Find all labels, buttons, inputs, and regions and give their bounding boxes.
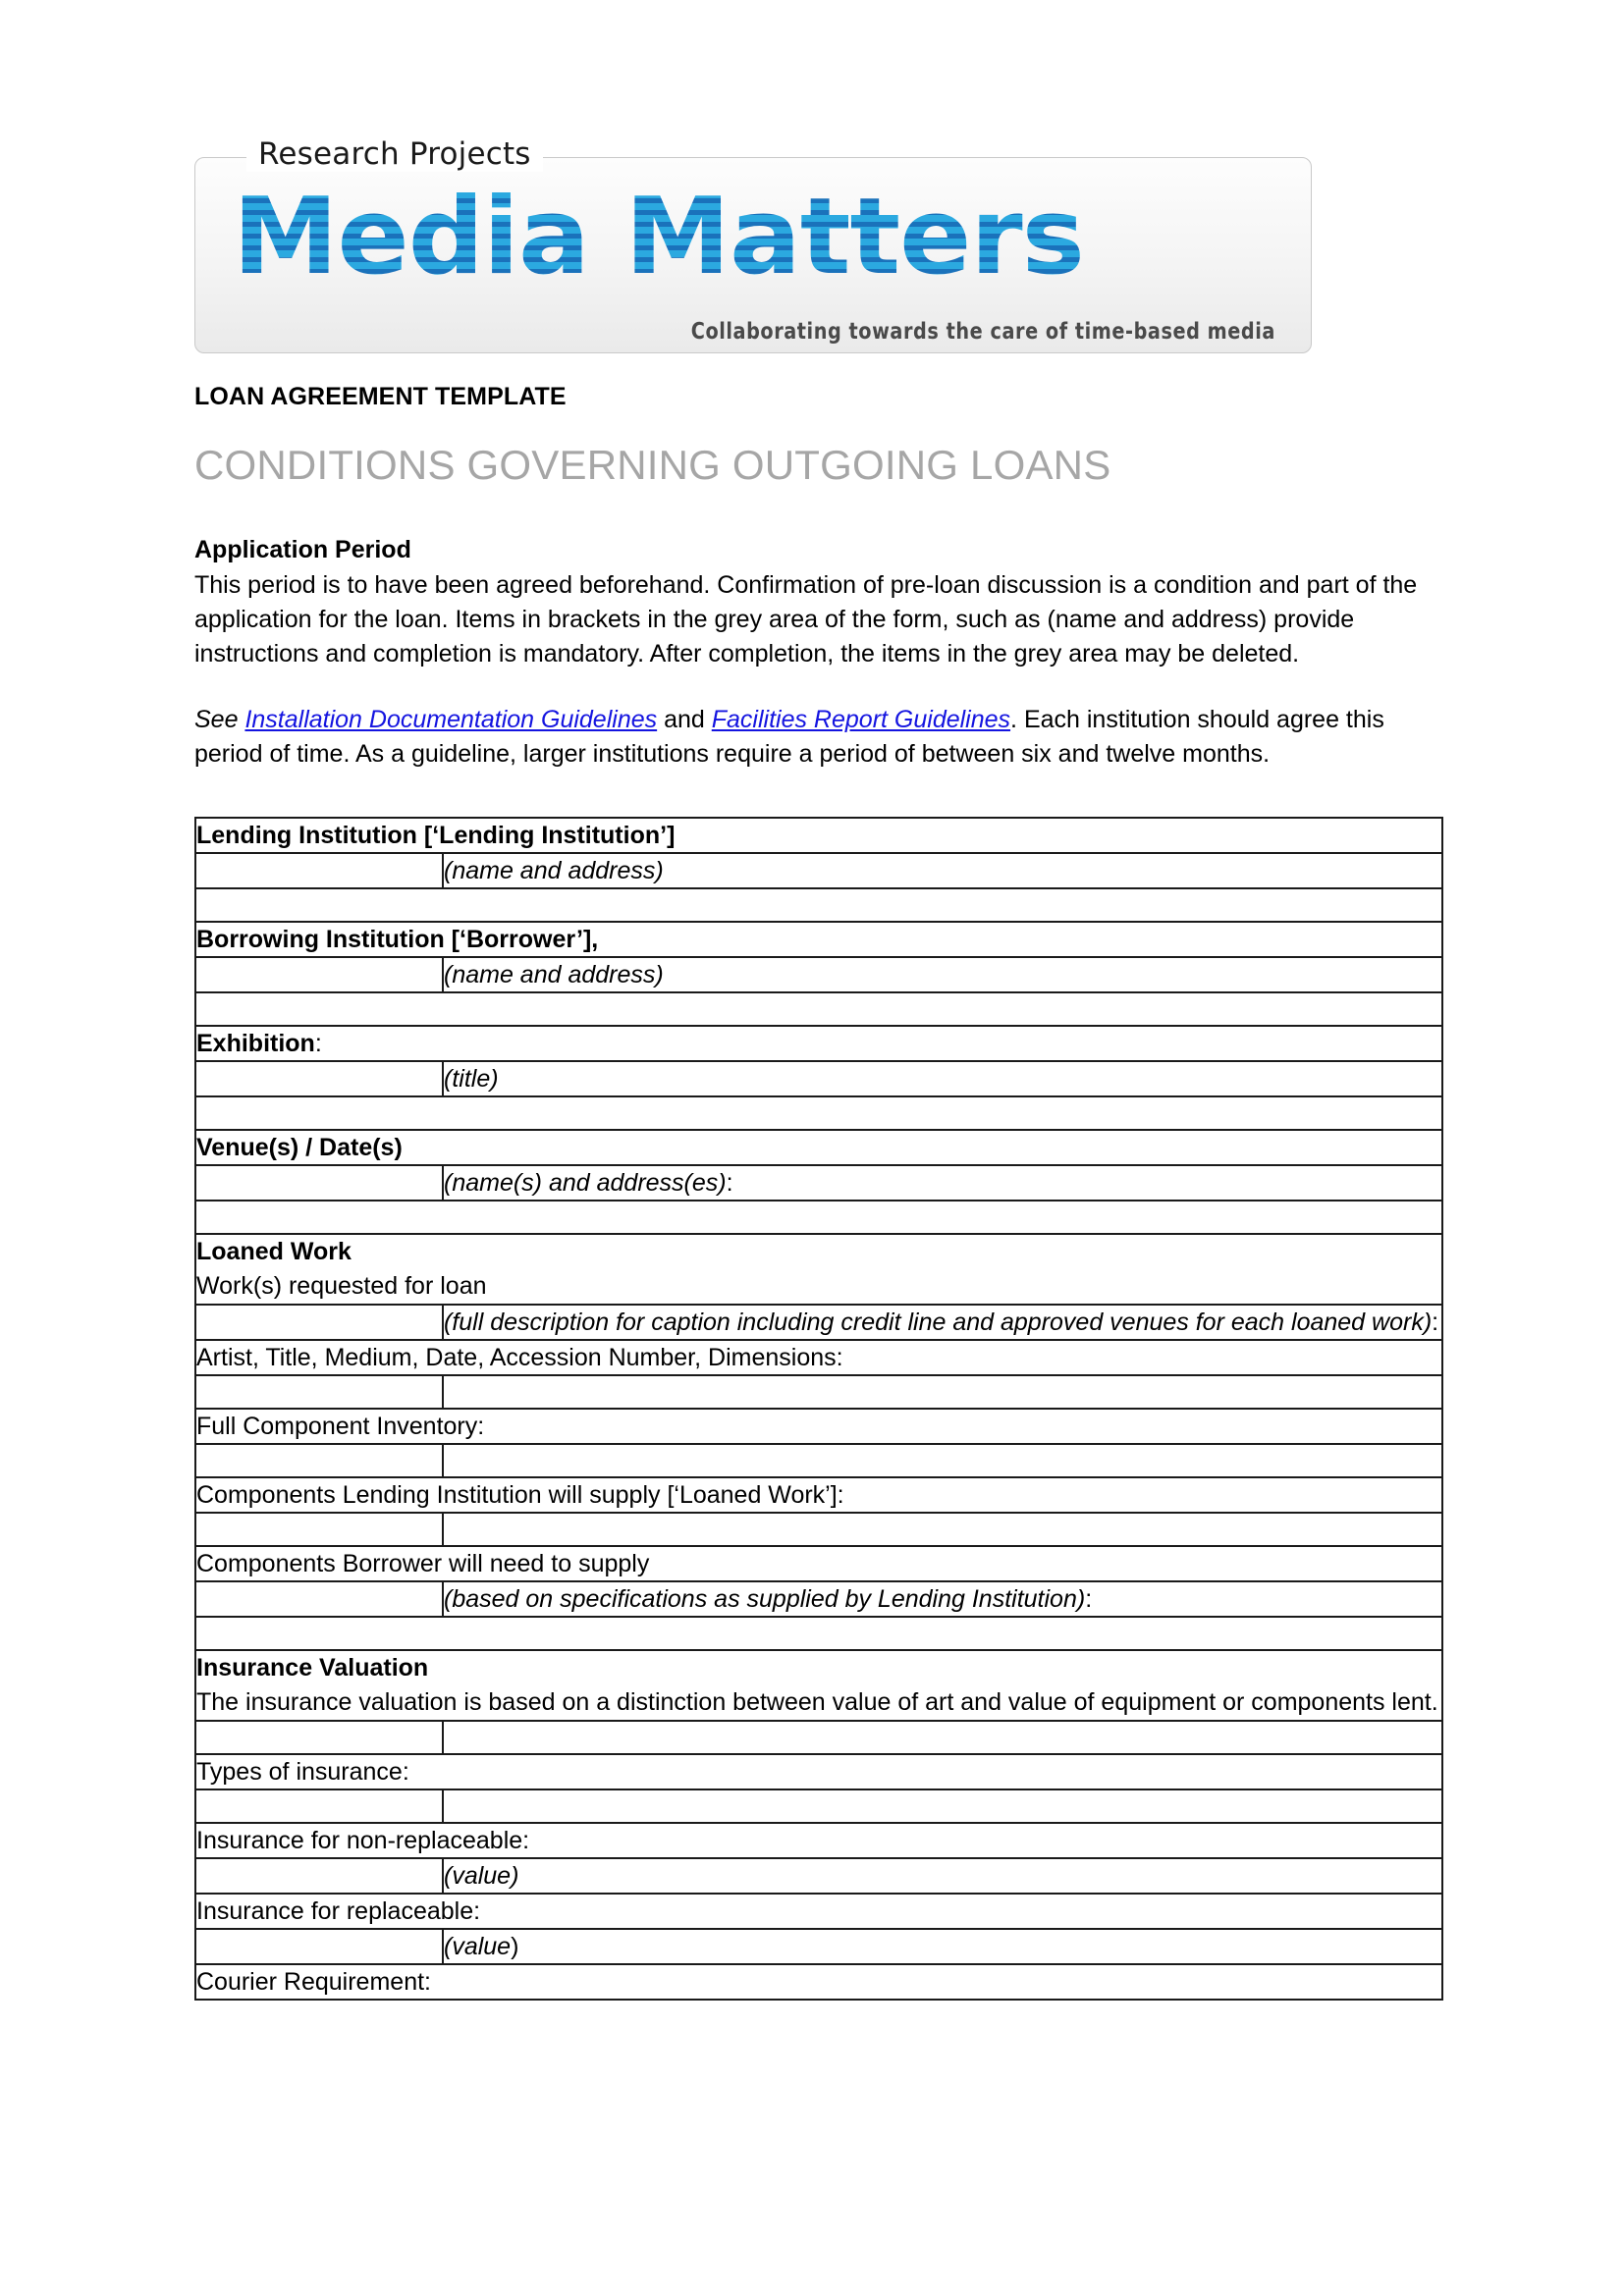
table-row xyxy=(195,1444,1442,1477)
table-spacer-row xyxy=(195,1096,1442,1130)
table-row xyxy=(195,1754,1442,1789)
field-label-components-lending-supplies: Components Lending Institution will supply [‘Loaned Work’]: xyxy=(195,1477,1442,1513)
field-label-borrowing-institution: Borrowing Institution [‘Borrower’], xyxy=(195,922,1442,957)
placeholder-italic: (value xyxy=(444,1933,512,1960)
placeholder-colon: : xyxy=(1085,1585,1093,1613)
spacer-cell xyxy=(195,992,1442,1026)
see-guidelines-paragraph xyxy=(194,703,1449,772)
link-join-text: and xyxy=(657,706,712,733)
table-row xyxy=(195,1964,1442,2000)
field-input-insurance-non-replaceable[interactable]: (value) xyxy=(443,1858,1442,1894)
see-prefix: See xyxy=(194,706,245,733)
spacer-cell xyxy=(195,1617,1442,1650)
placeholder-italic: (based on specifications as supplied by Lending Institution) xyxy=(444,1585,1086,1613)
field-input-insurance-valuation[interactable] xyxy=(443,1721,1442,1754)
table-row xyxy=(195,1477,1442,1513)
field-input-venues-dates[interactable] xyxy=(443,1165,1442,1201)
field-blank-cell[interactable] xyxy=(195,1581,443,1617)
field-label-venues-dates: Venue(s) / Date(s) xyxy=(195,1130,1442,1165)
field-blank-cell[interactable] xyxy=(195,1061,443,1096)
field-input-lending-institution[interactable]: (name and address) xyxy=(443,853,1442,888)
field-label-types-of-insurance: Types of insurance: xyxy=(195,1754,1442,1789)
field-blank-cell[interactable] xyxy=(195,853,443,888)
field-label-insurance-valuation-heading: Insurance Valuation xyxy=(196,1654,429,1682)
field-blank-cell[interactable] xyxy=(195,1513,443,1546)
loan-agreement-form-table xyxy=(194,817,1443,2001)
table-row xyxy=(195,1375,1442,1409)
logo-legend-research-projects: Research Projects xyxy=(246,136,543,172)
logo-wordmark-media-matters: Media Matters xyxy=(233,176,1084,298)
spacer-cell xyxy=(195,1201,1442,1234)
field-input-components-borrower-supplies[interactable] xyxy=(443,1581,1442,1617)
intro-section xyxy=(194,533,1449,772)
logo-tagline: Collaborating towards the care of time-based media xyxy=(690,319,1275,345)
table-row xyxy=(195,853,1442,888)
table-row xyxy=(195,1234,1442,1305)
field-blank-cell[interactable] xyxy=(195,1858,443,1894)
table-row xyxy=(195,818,1442,853)
field-input-loaned-work-description[interactable] xyxy=(443,1305,1442,1340)
page-title: CONDITIONS GOVERNING OUTGOING LOANS xyxy=(194,442,1111,488)
table-row xyxy=(195,1650,1442,1721)
field-input-full-component-inventory[interactable] xyxy=(443,1444,1442,1477)
field-blank-cell[interactable] xyxy=(195,1165,443,1201)
field-label-exhibition xyxy=(195,1026,1442,1061)
table-spacer-row xyxy=(195,888,1442,922)
field-label-insurance-replaceable: Insurance for replaceable: xyxy=(195,1894,1442,1929)
field-label-insurance-non-replaceable: Insurance for non-replaceable: xyxy=(195,1823,1442,1858)
table-row xyxy=(195,1026,1442,1061)
field-label-components-borrower-supplies: Components Borrower will need to supply xyxy=(195,1546,1442,1581)
table-row xyxy=(195,1858,1442,1894)
table-row xyxy=(195,1929,1442,1964)
field-input-insurance-replaceable[interactable] xyxy=(443,1929,1442,1964)
media-matters-logo-banner xyxy=(194,136,1312,353)
field-input-artist-title-medium[interactable] xyxy=(443,1375,1442,1409)
spacer-cell xyxy=(195,888,1442,922)
placeholder-colon: : xyxy=(726,1169,733,1197)
field-label-courier-requirement: Courier Requirement: xyxy=(195,1964,1442,2000)
field-input-types-of-insurance[interactable] xyxy=(443,1789,1442,1823)
table-row xyxy=(195,922,1442,957)
table-row xyxy=(195,957,1442,992)
field-label-loaned-work-heading: Loaned Work xyxy=(196,1238,352,1265)
document-kicker: LOAN AGREEMENT TEMPLATE xyxy=(194,383,567,410)
field-label-insurance-valuation-body: The insurance valuation is based on a distinction between value of art and value of equipment or components lent. xyxy=(196,1688,1438,1716)
field-label-loaned-work xyxy=(195,1234,1442,1305)
table-row xyxy=(195,1061,1442,1096)
field-blank-cell[interactable] xyxy=(195,1929,443,1964)
field-input-borrowing-institution[interactable]: (name and address) xyxy=(443,957,1442,992)
table-row xyxy=(195,1581,1442,1617)
table-row xyxy=(195,1513,1442,1546)
table-row xyxy=(195,1340,1442,1375)
see-suffix: . Each institution should agree this period of time. As a guideline, larger institutions require a period of between six and twelve months. xyxy=(194,706,1384,768)
intro-paragraph: This period is to have been agreed beforehand. Confirmation of pre-loan discussion is a condition and part of the application for the loan. Items in brackets in the grey area of the form, such as (name and address) provide instructions and completion is mandatory. After completion, the items in the grey area may be deleted. xyxy=(194,571,1418,667)
placeholder-italic: (full description for caption including credit line and approved venues for each loaned work) xyxy=(444,1308,1433,1336)
table-spacer-row xyxy=(195,1201,1442,1234)
placeholder-colon: : xyxy=(1432,1308,1439,1336)
table-row xyxy=(195,1165,1442,1201)
section-heading-application-period: Application Period xyxy=(194,536,411,563)
table-spacer-row xyxy=(195,992,1442,1026)
table-row xyxy=(195,1409,1442,1444)
field-label-exhibition-colon: : xyxy=(314,1030,322,1057)
field-label-full-component-inventory: Full Component Inventory: xyxy=(195,1409,1442,1444)
placeholder-paren: ) xyxy=(511,1933,519,1960)
field-blank-cell[interactable] xyxy=(195,1789,443,1823)
field-blank-cell[interactable] xyxy=(195,1444,443,1477)
field-label-exhibition-text: Exhibition xyxy=(196,1030,315,1057)
field-input-exhibition-title[interactable]: (title) xyxy=(443,1061,1442,1096)
field-label-artist-title-medium: Artist, Title, Medium, Date, Accession Number, Dimensions: xyxy=(195,1340,1442,1375)
field-blank-cell[interactable] xyxy=(195,957,443,992)
table-row xyxy=(195,1130,1442,1165)
table-row xyxy=(195,1721,1442,1754)
spacer-cell xyxy=(195,1096,1442,1130)
table-row xyxy=(195,1305,1442,1340)
field-label-insurance-valuation xyxy=(195,1650,1442,1721)
table-row xyxy=(195,1546,1442,1581)
field-blank-cell[interactable] xyxy=(195,1375,443,1409)
field-input-components-lending-supplies[interactable] xyxy=(443,1513,1442,1546)
placeholder-italic: (name(s) and address(es) xyxy=(444,1169,727,1197)
link-installation-documentation-guidelines[interactable]: Installation Documentation Guidelines xyxy=(244,706,658,733)
field-blank-cell[interactable] xyxy=(195,1721,443,1754)
table-row xyxy=(195,1894,1442,1929)
field-blank-cell[interactable] xyxy=(195,1305,443,1340)
link-facilities-report-guidelines[interactable]: Facilities Report Guidelines xyxy=(711,706,1011,733)
field-label-loaned-work-sub: Work(s) requested for loan xyxy=(196,1272,487,1300)
field-label-lending-institution: Lending Institution [‘Lending Institution’] xyxy=(195,818,1442,853)
table-row xyxy=(195,1789,1442,1823)
table-row xyxy=(195,1823,1442,1858)
table-spacer-row xyxy=(195,1617,1442,1650)
